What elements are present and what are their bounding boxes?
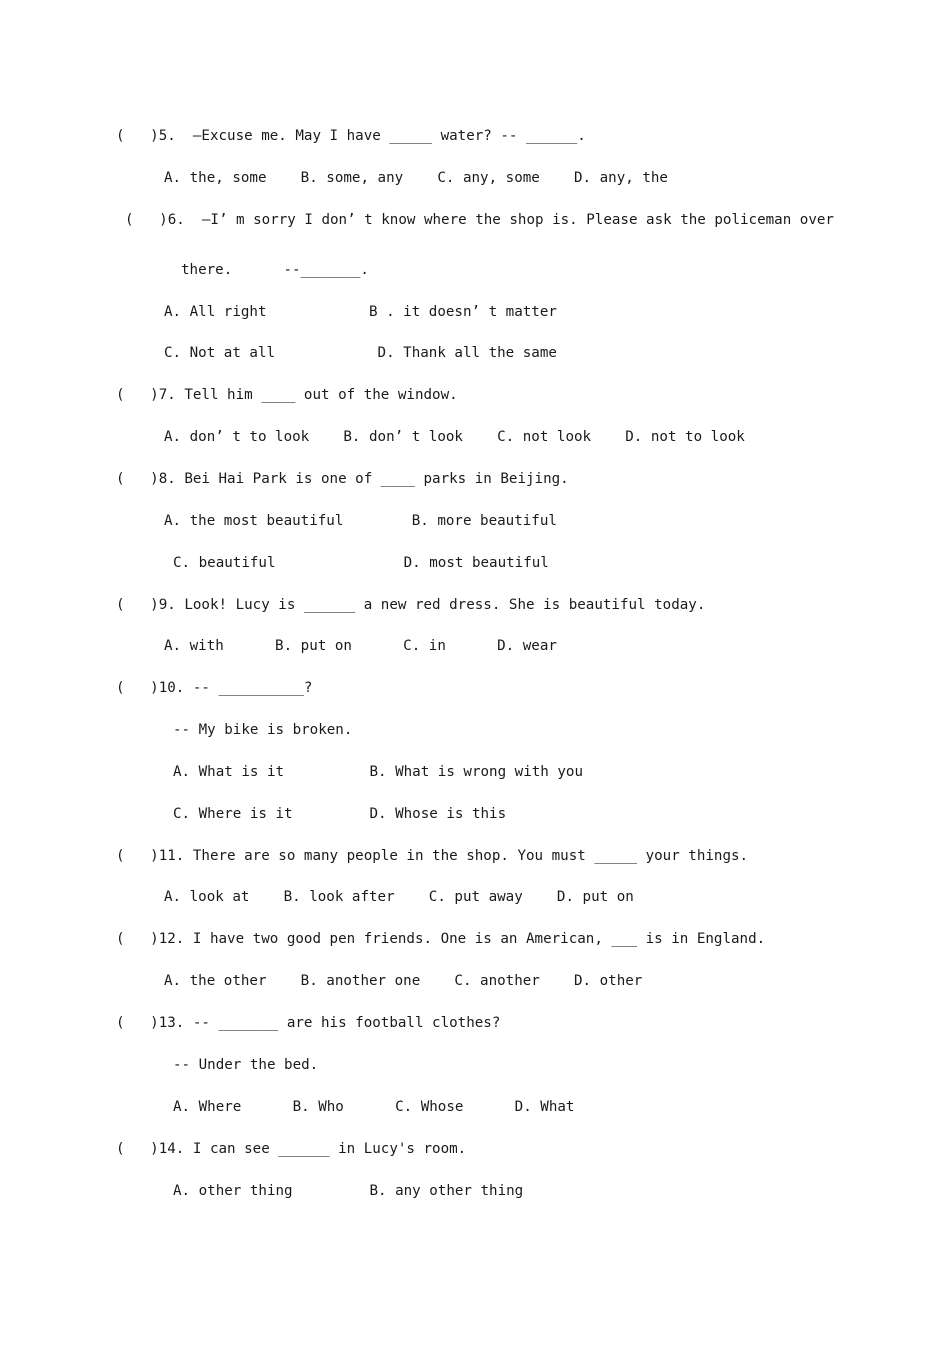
question-8-options-row-2: C. beautiful D. most beautiful	[173, 555, 549, 571]
question-5-options: A. the, some B. some, any C. any, some D. any, the	[164, 170, 668, 186]
question-9-options: A. with B. put on C. in D. wear	[164, 638, 557, 654]
question-10-stem: ( )10. -- __________?	[116, 680, 313, 696]
question-14-options-row-1: A. other thing B. any other thing	[173, 1183, 524, 1199]
question-5-stem: ( )5. –Excuse me. May I have _____ water? -- ______.	[116, 128, 586, 144]
question-8-options-row-1: A. the most beautiful B. more beautiful	[164, 513, 557, 529]
question-11-options: A. look at B. look after C. put away D. put on	[164, 889, 634, 905]
question-14-stem: ( )14. I can see ______ in Lucy's room.	[116, 1141, 467, 1157]
question-10-answer: -- My bike is broken.	[173, 722, 353, 738]
question-13-stem: ( )13. -- _______ are his football clothes?	[116, 1015, 501, 1031]
question-8-stem: ( )8. Bei Hai Park is one of ____ parks in Beijing.	[116, 471, 569, 487]
question-11-stem: ( )11. There are so many people in the shop. You must _____ your things.	[116, 848, 749, 864]
question-6-options-row-2: C. Not at all D. Thank all the same	[164, 345, 557, 361]
question-12-options: A. the other B. another one C. another D. other	[164, 973, 643, 989]
question-13-answer: -- Under the bed.	[173, 1057, 319, 1073]
question-6-stem-continued: there. --_______.	[181, 262, 369, 278]
question-7-options: A. don’ t to look B. don’ t look C. not look D. not to look	[164, 429, 745, 445]
question-6-stem: ( )6. –I’ m sorry I don’ t know where the shop is. Please ask the policeman over	[125, 212, 834, 228]
question-9-stem: ( )9. Look! Lucy is ______ a new red dress. She is beautiful today.	[116, 597, 706, 613]
question-10-options-row-1: A. What is it B. What is wrong with you	[173, 764, 583, 780]
question-13-options: A. Where B. Who C. Whose D. What	[173, 1099, 575, 1115]
question-7-stem: ( )7. Tell him ____ out of the window.	[116, 387, 458, 403]
question-10-options-row-2: C. Where is it D. Whose is this	[173, 806, 507, 822]
question-6-options-row-1: A. All right B . it doesn’ t matter	[164, 304, 557, 320]
question-12-stem: ( )12. I have two good pen friends. One is an American, ___ is in England.	[116, 931, 766, 947]
